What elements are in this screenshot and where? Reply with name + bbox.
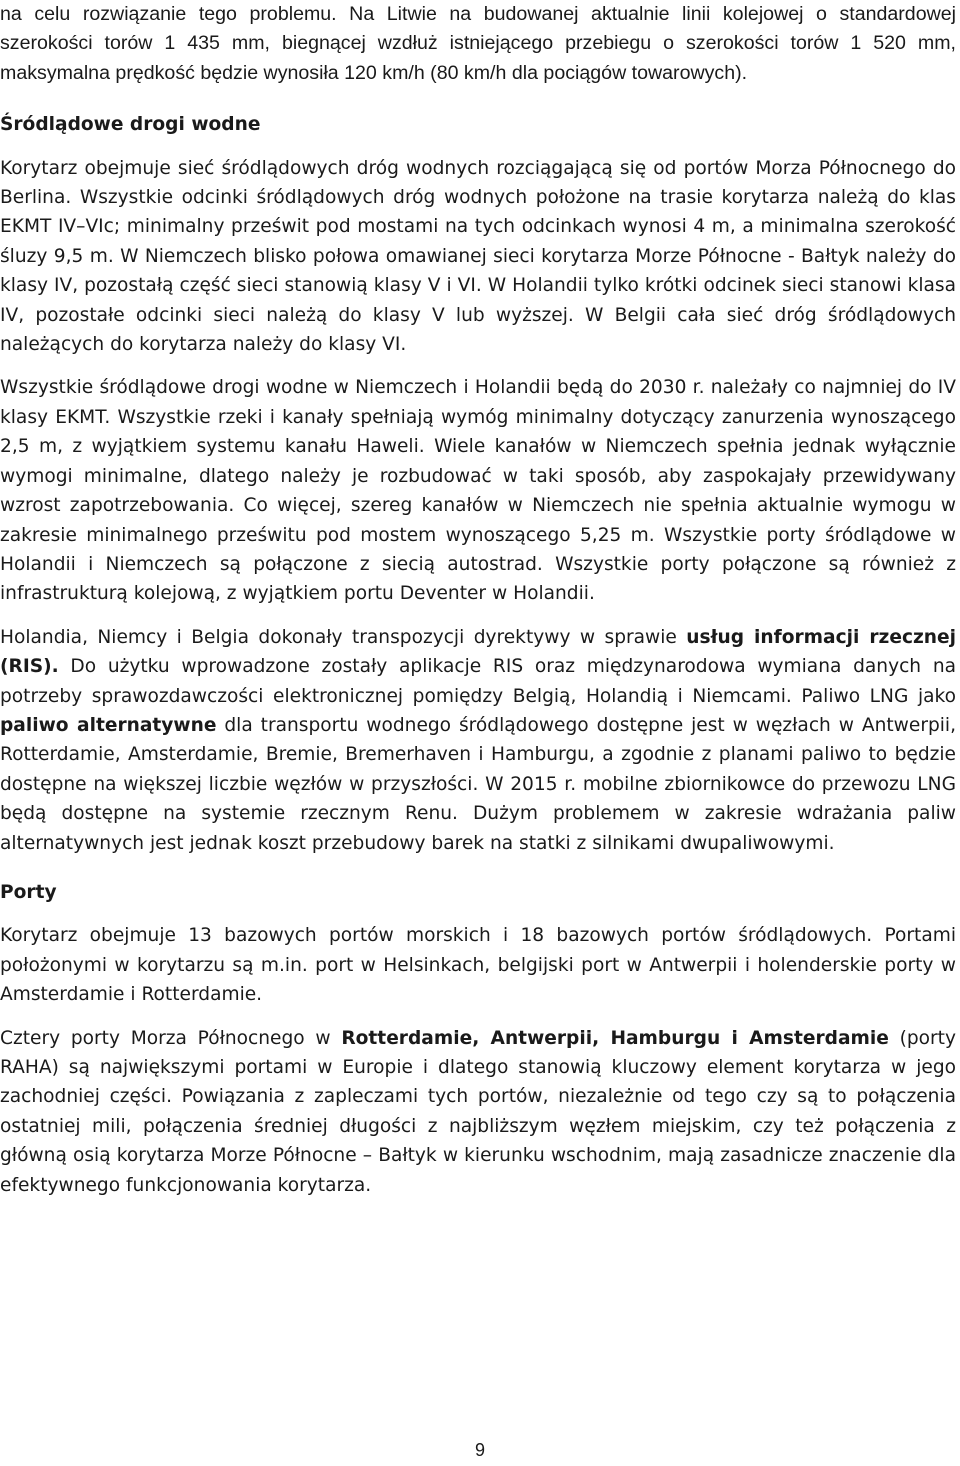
page-number: 9: [474, 1440, 485, 1460]
section-heading-ports: Porty: [0, 881, 57, 903]
raha-intro-text: Cztery porty Morza Północnego w: [0, 1027, 342, 1049]
section-heading-inland-waterways: Śródlądowe drogi wodne: [0, 114, 261, 136]
ports-paragraph-1: Korytarz obejmuje 13 bazowych portów morskich i 18 bazowych portów śródlądowych. Portami położonymi w korytarzu są m.in. port w Helsinkach, belgijski port w Antwerpii i holenderskie porty w Amsterdamie i Rotterdamie.: [0, 925, 956, 1006]
inland-waterways-paragraph-1: Korytarz obejmuje sieć śródlądowych dróg wodnych rozciągającą się od portów Morza Północnego do Berlina. Wszystkie odcinki śródlądowych dróg wodnych położone na trasie korytarza należą do klas EKMT IV–VIc; minimalny prześwit pod mostami na tych odcinkach wynosi 4 m, a minimalna szerokość śluzy 9,5 m. W Niemczech blisko połowa omawianej sieci korytarza Morze Północne - Bałtyk należy do klasy IV, pozostałą część sieci stanowią klasy V i VI. W Holandii tylko krótki odcinek sieci stanowi klasa IV, pozostałe odcinki sieci należą do klasy V lub wyższej. W Belgii cała sieć dróg śródlądowych należących do korytarza należy do klasy VI.: [0, 157, 956, 356]
ris-term: usług informacji rzecznej (RIS).: [0, 626, 957, 678]
ris-body-text: Do użytku wprowadzone zostały aplikacje RIS oraz międzynarodowa wymiana danych na potrzeby sprawozdawczości elektronicznej pomiędzy Belgią, Holandią i Niemcami. Paliwo LNG jako: [0, 656, 956, 707]
lng-body-text: dla transportu wodnego śródlądowego dostępne jest w węzłach w Antwerpii, Rotterdamie, Amsterdamie, Bremie, Bremerhaven i Hamburgu, a zgodnie z planami paliwo to będzie dostępne na większej liczbie węzłów w przyszłości. W 2015 r. mobilne zbiornikowce do przewozu LNG będą dostępne na systemie rzecznym Renu. Dużym problemem w zakresie wdrażania paliw alternatywnych jest jednak koszt przebudowy barek na statki z silnikami dwupaliwowymi.: [0, 714, 957, 854]
raha-ports-names: Rotterdamie, Antwerpii, Hamburgu i Amsterdamie: [341, 1027, 889, 1049]
ris-intro-text: Holandia, Niemcy i Belgia dokonały transpozycji dyrektywy w sprawie: [0, 626, 687, 648]
raha-body-text: (porty RAHA) są największymi portami w Europie i dlatego stanowią kluczowy element korytarza w jego zachodniej części. Powiązania z zapleczami tych portów, niezależnie od tego czy są to połączenia ostatniej mili, połączenia średniej długości z najbliższym węzłem miejskim, czy też połączenia z główną osią korytarza Morze Północne – Bałtyk w kierunku wschodnim, mają zasadnicze znaczenie dla efektywnego funkcjonowania korytarza.: [0, 1027, 956, 1196]
alternative-fuel-term: paliwo alternatywne: [0, 714, 217, 736]
ports-paragraph-2: [0, 1024, 956, 1200]
inland-waterways-paragraph-2: Wszystkie śródlądowe drogi wodne w Niemczech i Holandii będą do 2030 r. należały co najmniej do IV klasy EKMT. Wszystkie rzeki i kanały spełniają wymóg minimalny dotyczący zanurzenia wynoszącego 2,5 m, z wyjątkiem systemu kanału Haweli. Wiele kanałów w Niemczech spełnia jednak wyłącznie wymogi minimalne, dlatego należy je rozbudować w taki sposób, aby zaspokajały przewidywany wzrost zapotrzebowania. Co więcej, szereg kanałów w Niemczech nie spełnia aktualnie wymogu w zakresie minimalnego prześwitu pod mostem wynoszącego 5,25 m. Wszystkie porty śródlądowe w Holandii i Niemczech są połączone z siecią autostrad. Wszystkie porty połączone są również z infrastrukturą kolejową, z wyjątkiem portu Deventer w Holandii.: [0, 377, 956, 605]
intro-paragraph: na celu rozwiązanie tego problemu. Na Litwie na budowanej aktualnie linii kolejowej o standardowej szerokości torów 1 435 mm, biegnącej wzdłuż istniejącego przebiegu o szerokości torów 1 520 mm, maksymalna prędkość będzie wynosiła 120 km/h (80 km/h dla pociągów towarowych).: [0, 3, 956, 84]
inland-waterways-paragraph-3: [0, 623, 956, 858]
